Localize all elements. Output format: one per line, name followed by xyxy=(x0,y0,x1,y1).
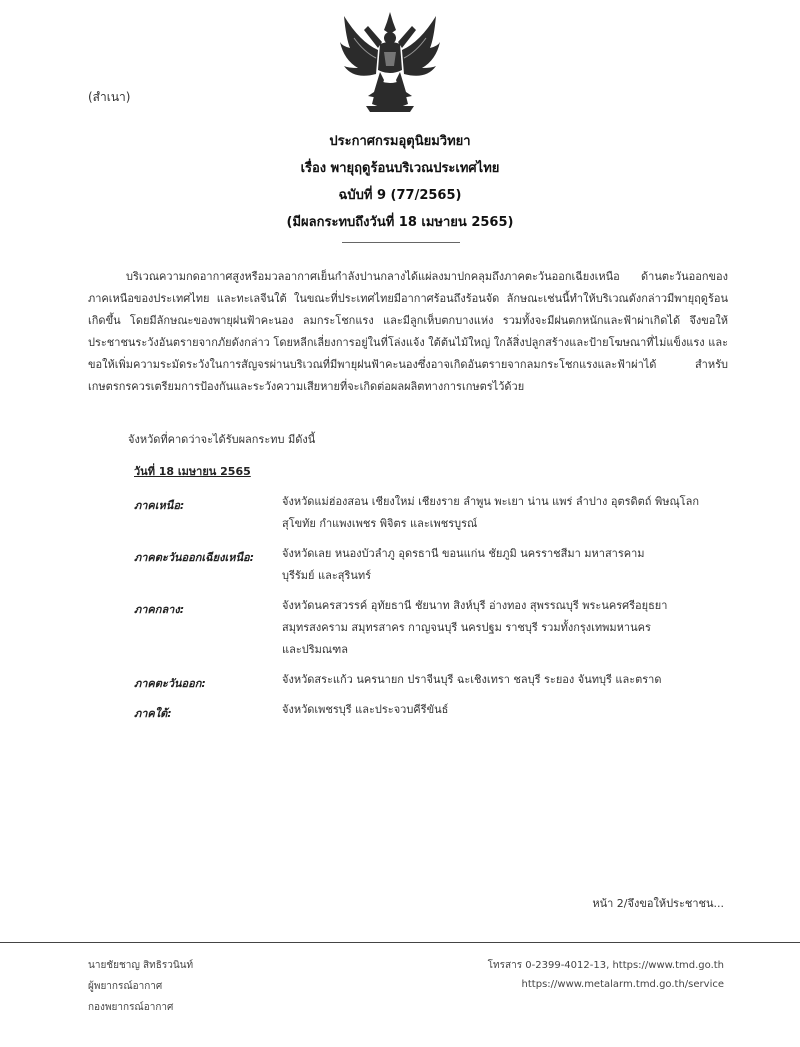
footer-divider xyxy=(0,942,800,943)
announcement-number: ฉบับที่ 9 (77/2565) xyxy=(338,188,462,203)
next-page-note: หน้า 2/จึงขอให้ประชาชน... xyxy=(592,897,724,910)
announcement-title: ประกาศกรมอุตุนิยมวิทยา xyxy=(329,134,471,149)
garuda-emblem-icon xyxy=(338,8,442,116)
region-north-label: ภาคเหนือ: xyxy=(134,499,185,512)
footer-service-url: https://www.metalarm.tmd.go.th/service xyxy=(521,979,724,990)
title-separator xyxy=(342,242,460,243)
province-line: จังหวัดนครสวรรค์ อุทัยธานี ชัยนาท สิงห์บุรี อ่างทอง สุพรรณบุรี พระนครศรีอยุธยา xyxy=(282,599,668,612)
footer-fax-website: โทรสาร 0-2399-4012-13, https://www.tmd.go.th xyxy=(487,960,724,971)
announcement-subject: เรื่อง พายุฤดูร้อนบริเวณประเทศไทย xyxy=(300,161,500,176)
body-paragraph: บริเวณความกดอากาศสูงหรือมวลอากาศเย็นกำลังปานกลางได้แผ่ลงมาปกคลุมถึงภาคตะวันออกเฉียงเหนือ ด้านตะวันออกของภาคเหนือของประเทศไทย และทะเลจีนใต้ ในขณะที่ประเทศไทยมีอากาศร้อนถึงร้อนจัด ลักษณะเช่นนี้ทำให้บริเวณดังกล่าวมีพายุฤดูร้อนเกิดขึ้น โดยมีลักษณะของพายุฝนฟ้าคะนอง ลมกระโชกแรง และมีลูกเห็บตกบางแห่ง รวมทั้งจะมีฝนตกหนักและฟ้าผ่าเกิดได้ จึงขอให้ประชาชนระวังอันตรายจากภัยดังกล่าว โดยหลีกเลี่ยงการอยู่ในที่โล่งแจ้ง ใต้ต้นไม้ใหญ่ ใกล้สิ่งปลูกสร้างและป้ายโฆษณาที่ไม่แข็งแรง และขอให้เพิ่มความระมัดระวังในการสัญจรผ่านบริเวณที่มีพายุฝนฟ้าคะนองซึ่งอาจเกิดอันตรายจากลมกระโชกแรงและฟ้าผ่าได้ สำหรับเกษตรกรควรเตรียมการป้องกันและระวังความเสียหายที่จะเกิดต่อผลผลิตทางการเกษตรไว้ด้วย xyxy=(88,270,728,393)
region-east-provinces xyxy=(282,669,722,691)
province-line: และปริมณฑล xyxy=(282,643,348,656)
region-east-label: ภาคตะวันออก: xyxy=(134,677,206,690)
province-line: สมุทรสงคราม สมุทรสาคร กาญจนบุรี นครปฐม ราชบุรี รวมทั้งกรุงเทพมหานคร xyxy=(282,621,651,634)
region-central-provinces xyxy=(282,595,722,661)
announcement-effective-date: (มีผลกระทบถึงวันที่ 18 เมษายน 2565) xyxy=(286,215,514,230)
province-line: จังหวัดแม่ฮ่องสอน เชียงใหม่ เชียงราย ลำพูน พะเยา น่าน แพร่ ลำปาง อุตรดิตถ์ พิษณุโลก xyxy=(282,495,699,508)
region-south-label: ภาคใต้: xyxy=(134,707,172,720)
date-heading: วันที่ 18 เมษายน 2565 xyxy=(134,465,251,478)
copy-label: (สำเนา) xyxy=(88,90,131,104)
province-line: จังหวัดเลย หนองบัวลำภู อุดรธานี ขอนแก่น ชัยภูมิ นครราชสีมา มหาสารคาม xyxy=(282,547,645,560)
region-south-provinces xyxy=(282,699,722,721)
region-central-label: ภาคกลาง: xyxy=(134,603,185,616)
region-northeast-provinces xyxy=(282,543,722,587)
footer-signer-position: ผู้พยากรณ์อากาศ xyxy=(88,981,163,992)
region-northeast-label: ภาคตะวันออกเฉียงเหนือ: xyxy=(134,551,255,564)
footer-signer-name: นายชัยชาญ สิทธิรวนินท์ xyxy=(88,960,194,971)
province-line: บุรีรัมย์ และสุรินทร์ xyxy=(282,569,372,582)
province-line: สุโขทัย กำแพงเพชร พิจิตร และเพชรบูรณ์ xyxy=(282,517,478,530)
affected-provinces-intro: จังหวัดที่คาดว่าจะได้รับผลกระทบ มีดังนี้ xyxy=(128,433,316,446)
footer-signer-division: กองพยากรณ์อากาศ xyxy=(88,1002,174,1013)
province-line: จังหวัดสระแก้ว นครนายก ปราจีนบุรี ฉะเชิงเทรา ชลบุรี ระยอง จันทบุรี และตราด xyxy=(282,673,662,686)
province-line: จังหวัดเพชรบุรี และประจวบคีรีขันธ์ xyxy=(282,703,449,716)
region-north-provinces xyxy=(282,491,722,535)
